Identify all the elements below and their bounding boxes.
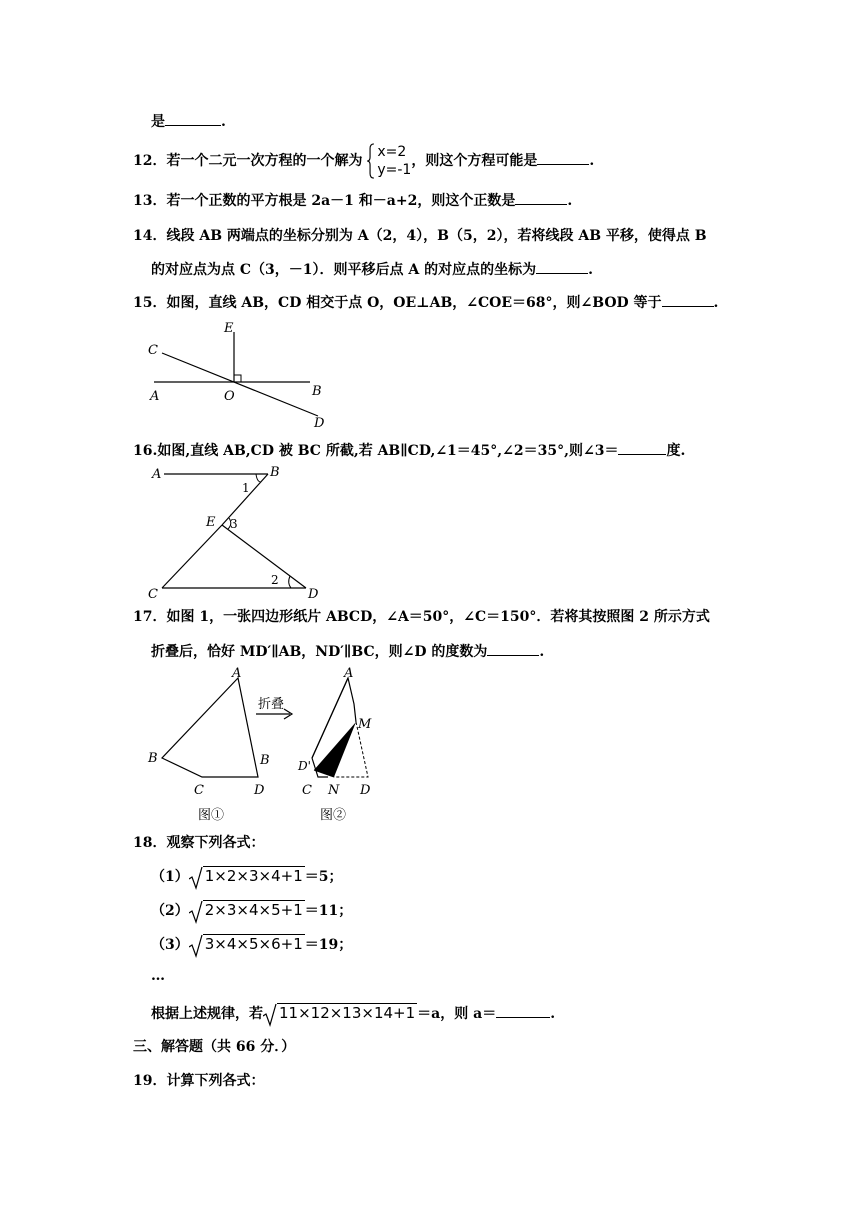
line-cd	[162, 353, 318, 416]
label-d: D	[308, 587, 319, 602]
fig1-label-b: B	[148, 751, 158, 766]
fold-label: 折叠	[258, 697, 285, 712]
fig2-caption: 图②	[320, 808, 347, 823]
label-b: B	[270, 465, 280, 480]
sqrt-expression: 1×2×3×4+1	[189, 866, 305, 886]
sqrt-icon	[263, 1003, 277, 1027]
label-e: E	[206, 515, 216, 530]
right-angle-mark	[234, 375, 241, 382]
brace-icon	[367, 143, 375, 179]
answer-blank	[496, 1003, 550, 1018]
label-e: E	[224, 321, 234, 336]
figure-q17	[140, 664, 400, 829]
label-c: C	[148, 587, 158, 602]
figure-q15	[140, 318, 340, 433]
folded-flap	[314, 722, 356, 777]
answer-blank	[618, 440, 666, 455]
fig2-label-d: D	[360, 783, 371, 798]
question-13: 13．若一个正数的平方根是 2a－1 和－a+2，则这个正数是 .	[133, 190, 572, 211]
label-angle-1: 1	[242, 481, 250, 495]
q18-item-3: （3） 3×4×5×6+1 ＝19；	[151, 934, 352, 955]
answer-blank	[487, 641, 539, 656]
fig2-label-dprime: D'	[298, 759, 311, 773]
sqrt-expression: 11×12×13×14+1	[263, 1003, 417, 1023]
equation-line-2: y=-1	[377, 162, 412, 178]
label-a: A	[150, 389, 160, 404]
line-ce	[162, 525, 222, 588]
sqrt-icon	[189, 866, 203, 890]
equation-system	[367, 143, 411, 179]
question-12: 12．若一个二元一次方程的一个解为 x=2 y=-1 ，则这个方程可能是 .	[133, 144, 595, 178]
answer-blank	[662, 292, 714, 307]
question-18-title: 18．观察下列各式：	[133, 835, 265, 851]
fig2-label-n: N	[328, 783, 340, 798]
fig2-label-c: C	[302, 783, 312, 798]
label-angle-3: 3	[230, 517, 238, 531]
angle-2-arc	[289, 576, 291, 588]
label-a: A	[152, 467, 162, 482]
label-c: C	[148, 343, 158, 358]
fig1-caption: 图①	[198, 808, 225, 823]
line-ed	[222, 525, 306, 588]
q18-ellipsis: …	[151, 968, 165, 984]
fig2-label-m: M	[358, 717, 372, 732]
label-o: O	[224, 389, 235, 404]
answer-blank	[537, 150, 589, 165]
section-3-title: 三、解答题（共 66 分．）	[133, 1039, 296, 1055]
question-17-line-1: 17．如图 1，一张四边形纸片 ABCD，∠A＝50°，∠C＝150°．若将其按照图 2 所示方式	[133, 609, 710, 625]
sqrt-expression: 3×4×5×6+1	[189, 934, 305, 954]
q18-item-2: （2） 2×3×4×5+1 ＝11；	[151, 900, 352, 921]
question-17-line-2: 折叠后，恰好 MD′∥AB，ND′∥BC，则∠D 的度数为 .	[151, 641, 544, 662]
quadrilateral-abcd	[162, 678, 258, 777]
angle-1-arc	[256, 474, 261, 482]
answer-blank	[515, 190, 567, 205]
question-14-line-1: 14．线段 AB 两端点的坐标分别为 A（2，4），B（5，2），若将线段 AB 平移，使得点 B	[133, 228, 707, 244]
fig1-label-c: C	[194, 783, 204, 798]
question-14-line-2: 的对应点为点 C（3，－1）．则平移后点 A 的对应点的坐标为 .	[151, 259, 593, 280]
label-b: B	[312, 384, 322, 399]
label-angle-2: 2	[271, 573, 279, 587]
question-19: 19．计算下列各式：	[133, 1073, 265, 1089]
fig2-label-b: B	[260, 753, 270, 768]
fig2-outline-top	[312, 678, 356, 758]
fig1-label-d: D	[254, 783, 265, 798]
q18-item-1: （1） 1×2×3×4+1 ＝5；	[151, 866, 343, 887]
equation-line-1: x=2	[377, 144, 407, 160]
question-15: 15．如图，直线 AB，CD 相交于点 O，OE⊥AB，∠COE＝68°，则∠BOD 等于 .	[133, 292, 718, 313]
q11-tail: 是 .	[151, 111, 226, 132]
q18-rule: 根据上述规律，若 11×12×13×14+1 ＝a，则 a＝ .	[151, 1003, 555, 1024]
sqrt-icon	[189, 934, 203, 958]
answer-blank	[536, 259, 588, 274]
figure-q16	[140, 462, 340, 602]
sqrt-icon	[189, 900, 203, 924]
sqrt-expression: 2×3×4×5+1	[189, 900, 305, 920]
answer-blank	[165, 111, 221, 126]
fig2-label-a: A	[344, 666, 354, 681]
label-d: D	[314, 416, 325, 431]
question-16: 16.如图,直线 AB,CD 被 BC 所截,若 AB∥CD,∠1＝45°,∠2＝35°,则∠3＝ 度.	[133, 440, 685, 461]
fig1-label-a: A	[232, 666, 242, 681]
